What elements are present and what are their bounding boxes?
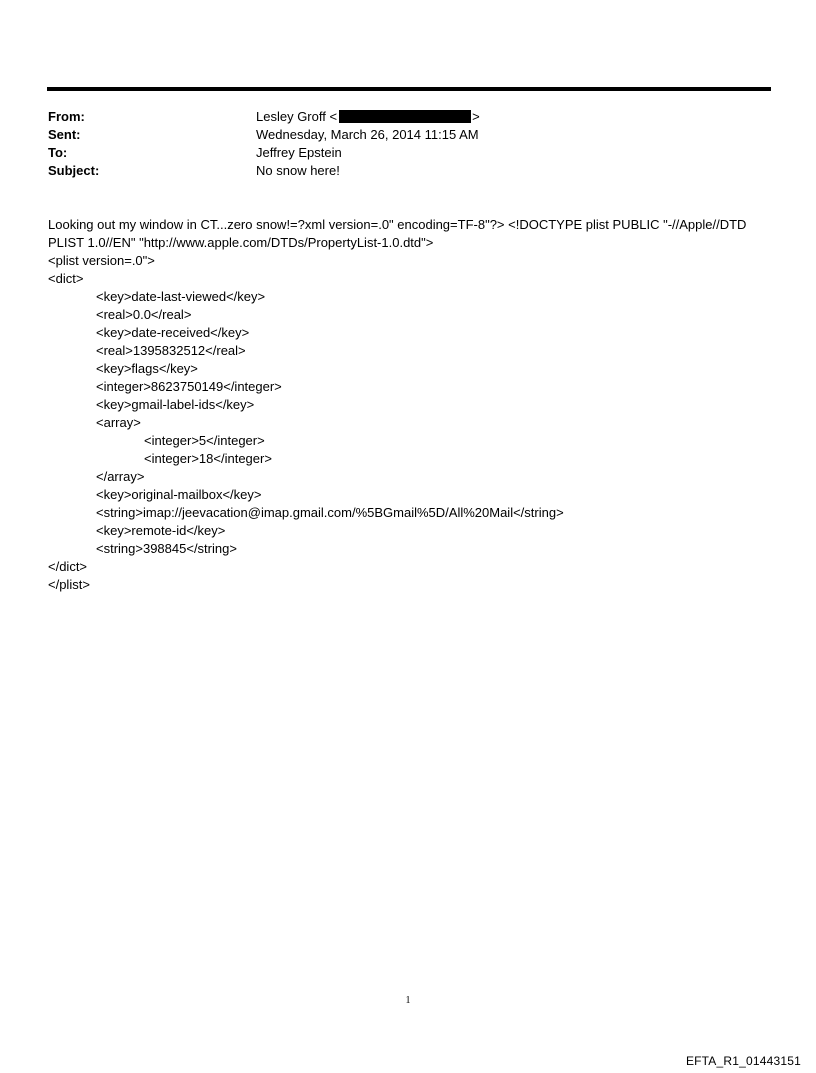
from-label: From: [48, 109, 85, 124]
plist-line: <real>1395832512</real> [96, 343, 246, 358]
email-body [48, 216, 778, 594]
subject-value: No snow here! [256, 163, 340, 178]
plist-line: <plist version=.0"> [48, 253, 155, 268]
plist-line: <string>imap://jeevacation@imap.gmail.com/%5BGmail%5D/All%20Mail</string> [96, 505, 564, 520]
body-intro: Looking out my window in CT...zero snow!=?xml version=.0" encoding=TF-8"?> <!DOCTYPE plist PUBLIC "-//Apple//DTD PLIST 1.0//EN" "http://www.apple.com/DTDs/PropertyList-1.0.dtd"> [48, 217, 747, 250]
plist-line: <key>date-last-viewed</key> [96, 289, 266, 304]
subject-label: Subject: [48, 163, 100, 178]
plist-line: <key>gmail-label-ids</key> [96, 397, 255, 412]
sent-label: Sent: [48, 127, 81, 142]
plist-line: <array> [96, 415, 141, 430]
plist-line: <string>398845</string> [96, 541, 237, 556]
email-header [48, 108, 768, 180]
subject-row [48, 162, 768, 180]
page-number: 1 [405, 995, 411, 1006]
to-row [48, 144, 768, 162]
to-label: To: [48, 145, 68, 160]
sender-name: Lesley Groff < [256, 109, 338, 124]
dict-close-line: </dict> [48, 559, 88, 574]
to-value: Jeffrey Epstein [256, 145, 342, 160]
plist-line: <key>date-received</key> [96, 325, 250, 340]
plist-line: <integer>18</integer> [144, 451, 272, 466]
sent-row [48, 126, 768, 144]
plist-line: <real>0.0</real> [96, 307, 192, 322]
sent-value: Wednesday, March 26, 2014 11:15 AM [256, 127, 479, 142]
redacted-email-block [339, 110, 471, 123]
header-divider [47, 87, 771, 91]
plist-close-line: </plist> [48, 577, 90, 592]
dict-open-line: <dict> [48, 271, 84, 286]
plist-line: <integer>5</integer> [144, 433, 265, 448]
plist-line: </array> [96, 469, 145, 484]
document-id: EFTA_R1_01443151 [685, 1054, 801, 1068]
from-row [48, 108, 768, 126]
plist-line: <integer>8623750149</integer> [96, 379, 282, 394]
plist-line: <key>flags</key> [96, 361, 198, 376]
plist-line: <key>original-mailbox</key> [96, 487, 262, 502]
sender-email-closing: > [472, 109, 480, 124]
from-value [256, 108, 768, 126]
plist-line: <key>remote-id</key> [96, 523, 226, 538]
